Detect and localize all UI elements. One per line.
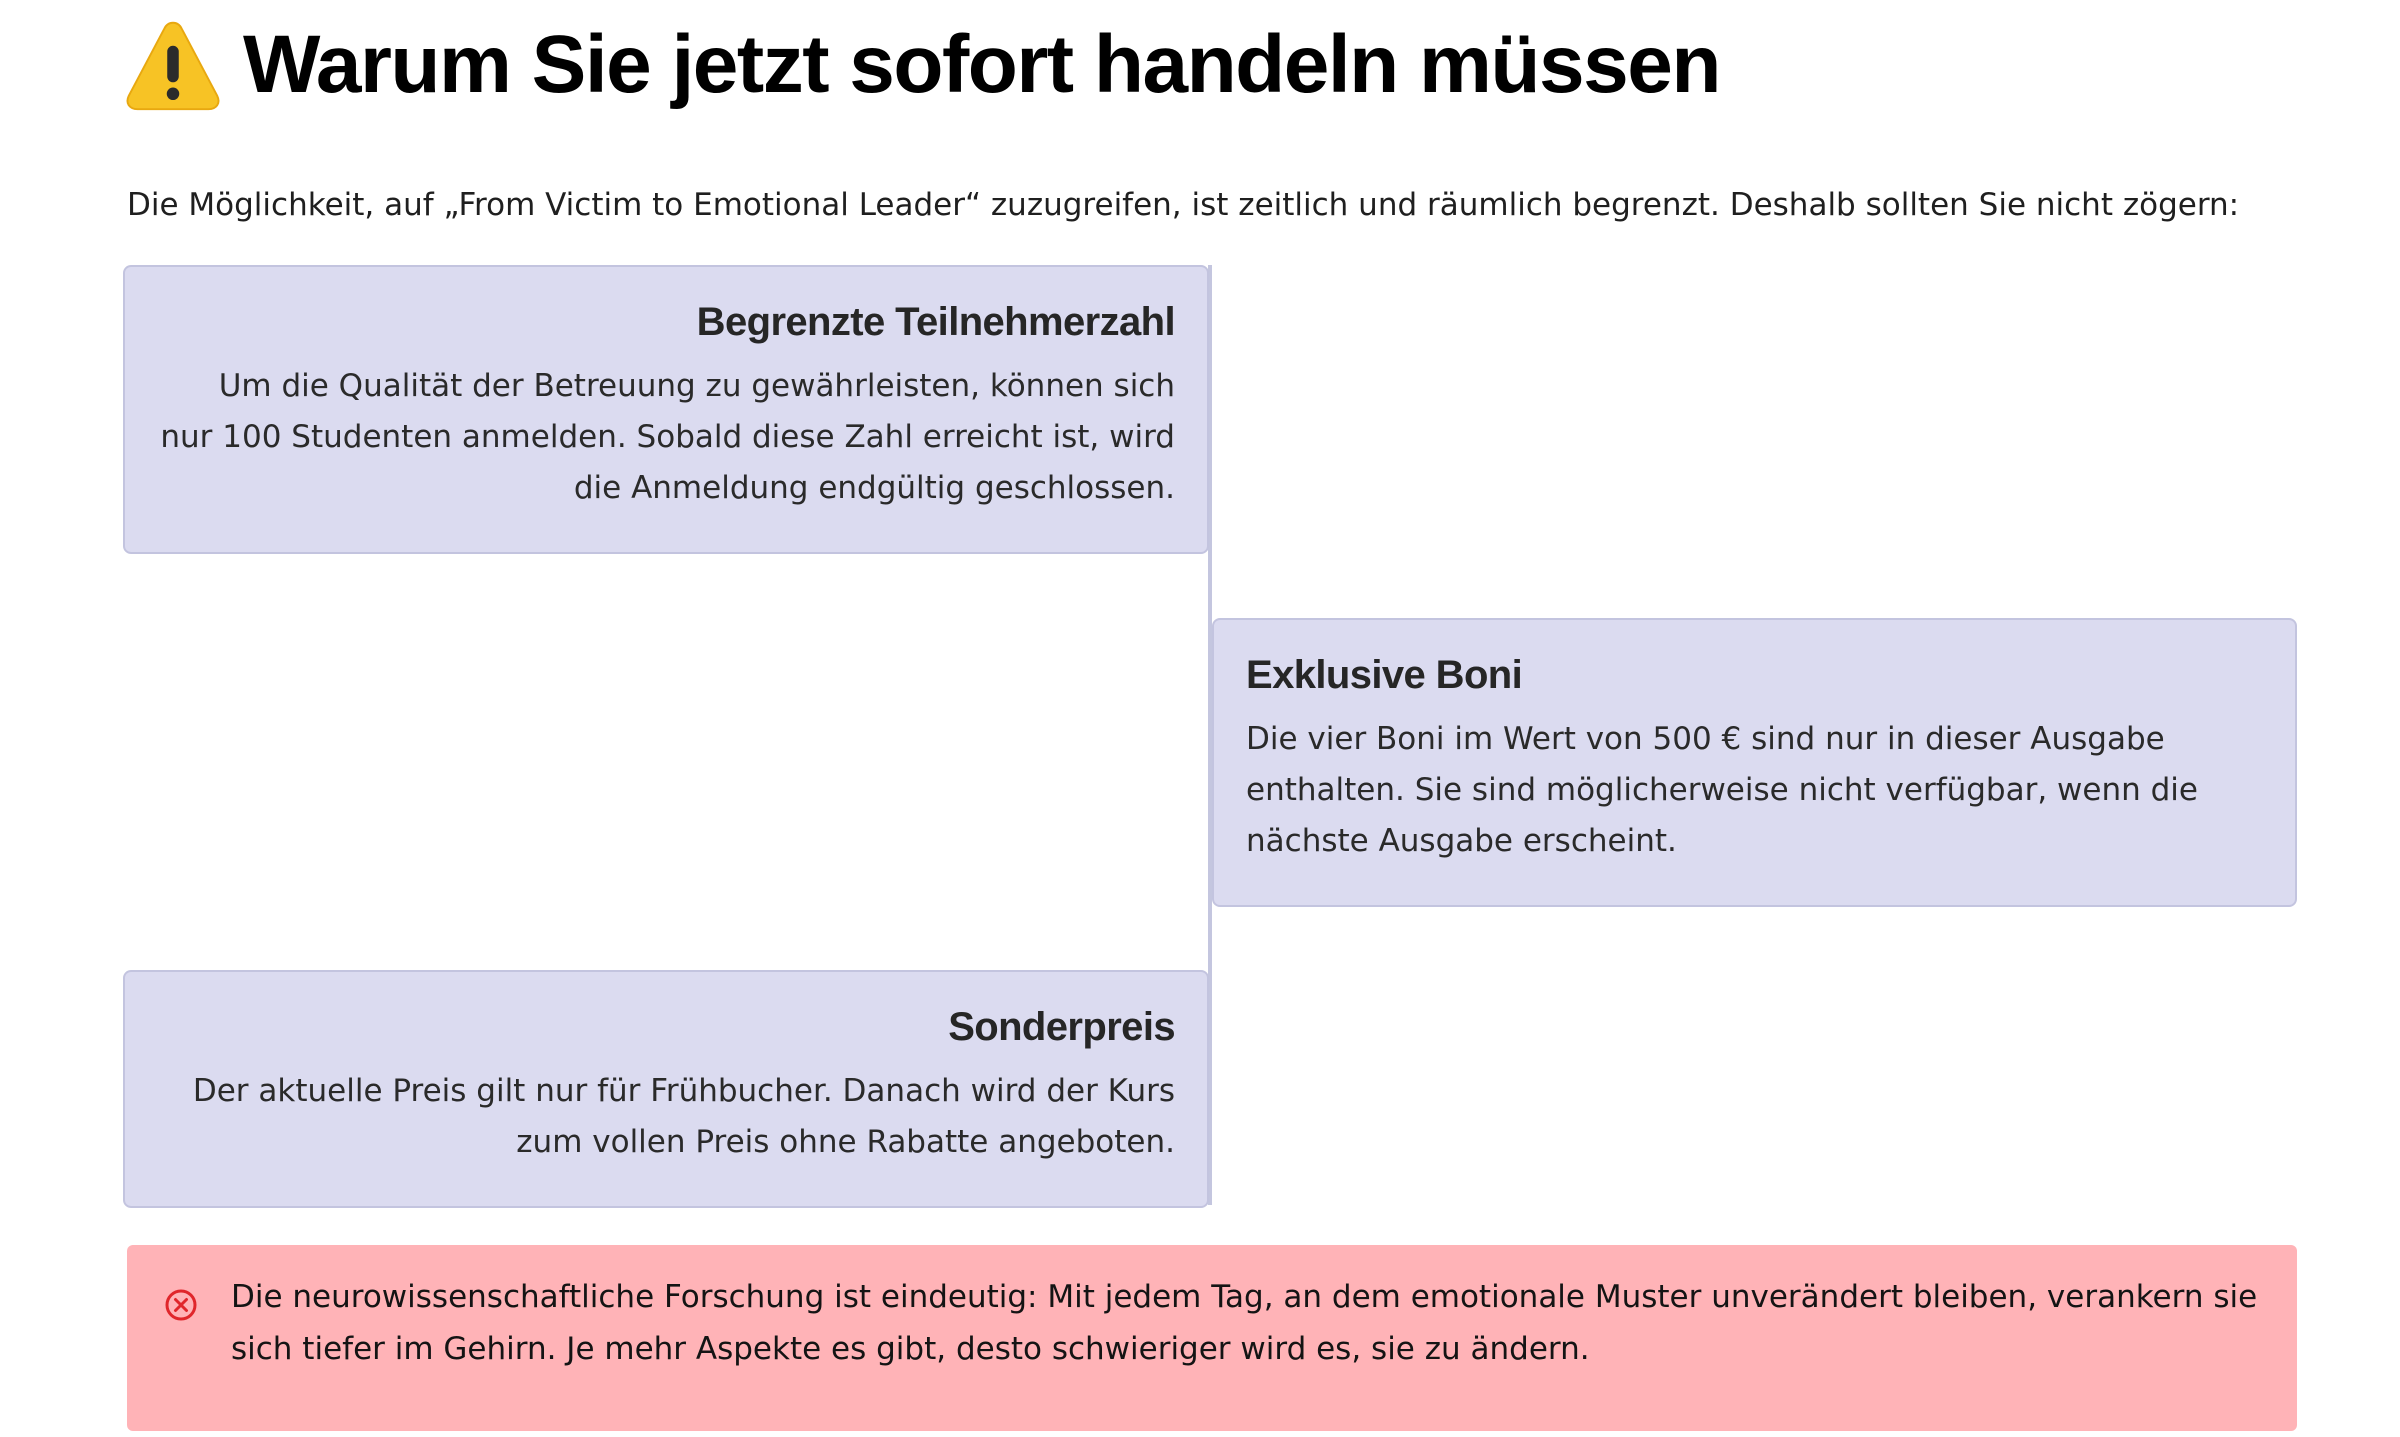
card-text: Die vier Boni im Wert von 500 € sind nur in dieser Ausgabe enthalten. Sie sind möglicherweise nicht verfügbar, wenn die nächste Ausgabe erscheint. [1246, 721, 2198, 859]
intro-text: Die Möglichkeit, auf „From Victim to Emotional Leader“ zuzugreifen, ist zeitlich und räumlich begrenzt. Deshalb sollten Sie nicht zögern: [127, 187, 2240, 223]
alert-box [127, 1245, 2297, 1431]
page-title [125, 10, 1720, 120]
card-title: Exklusive Boni [1246, 653, 1523, 697]
card-text: Um die Qualität der Betreuung zu gewährleisten, können sich nur 100 Studenten anmelden. Sobald diese Zahl erreicht ist, wird die Anmeldung endgültig geschlossen. [160, 368, 1175, 506]
card-text: Der aktuelle Preis gilt nur für Frühbucher. Danach wird der Kurs zum vollen Preis ohne Rabatte angeboten. [192, 1073, 1175, 1160]
alert-text: Die neurowissenschaftliche Forschung ist eindeutig: Mit jedem Tag, an dem emotionale Muster unverändert bleiben, verankern sie sich tiefer im Gehirn. Je mehr Aspekte es gibt, desto schwieriger wird es, sie zu ändern. [231, 1279, 2258, 1367]
timeline-card-special-price [123, 970, 1209, 1208]
page-title-text: Warum Sie jetzt sofort handeln müssen [243, 19, 1720, 110]
timeline-card-exclusive-bonuses [1212, 618, 2297, 907]
warning-icon [125, 17, 221, 113]
timeline-card-limited-participants [123, 265, 1209, 554]
card-title: Sonderpreis [948, 1005, 1175, 1049]
card-title: Begrenzte Teilnehmerzahl [696, 300, 1175, 344]
error-circle-icon [163, 1287, 199, 1323]
